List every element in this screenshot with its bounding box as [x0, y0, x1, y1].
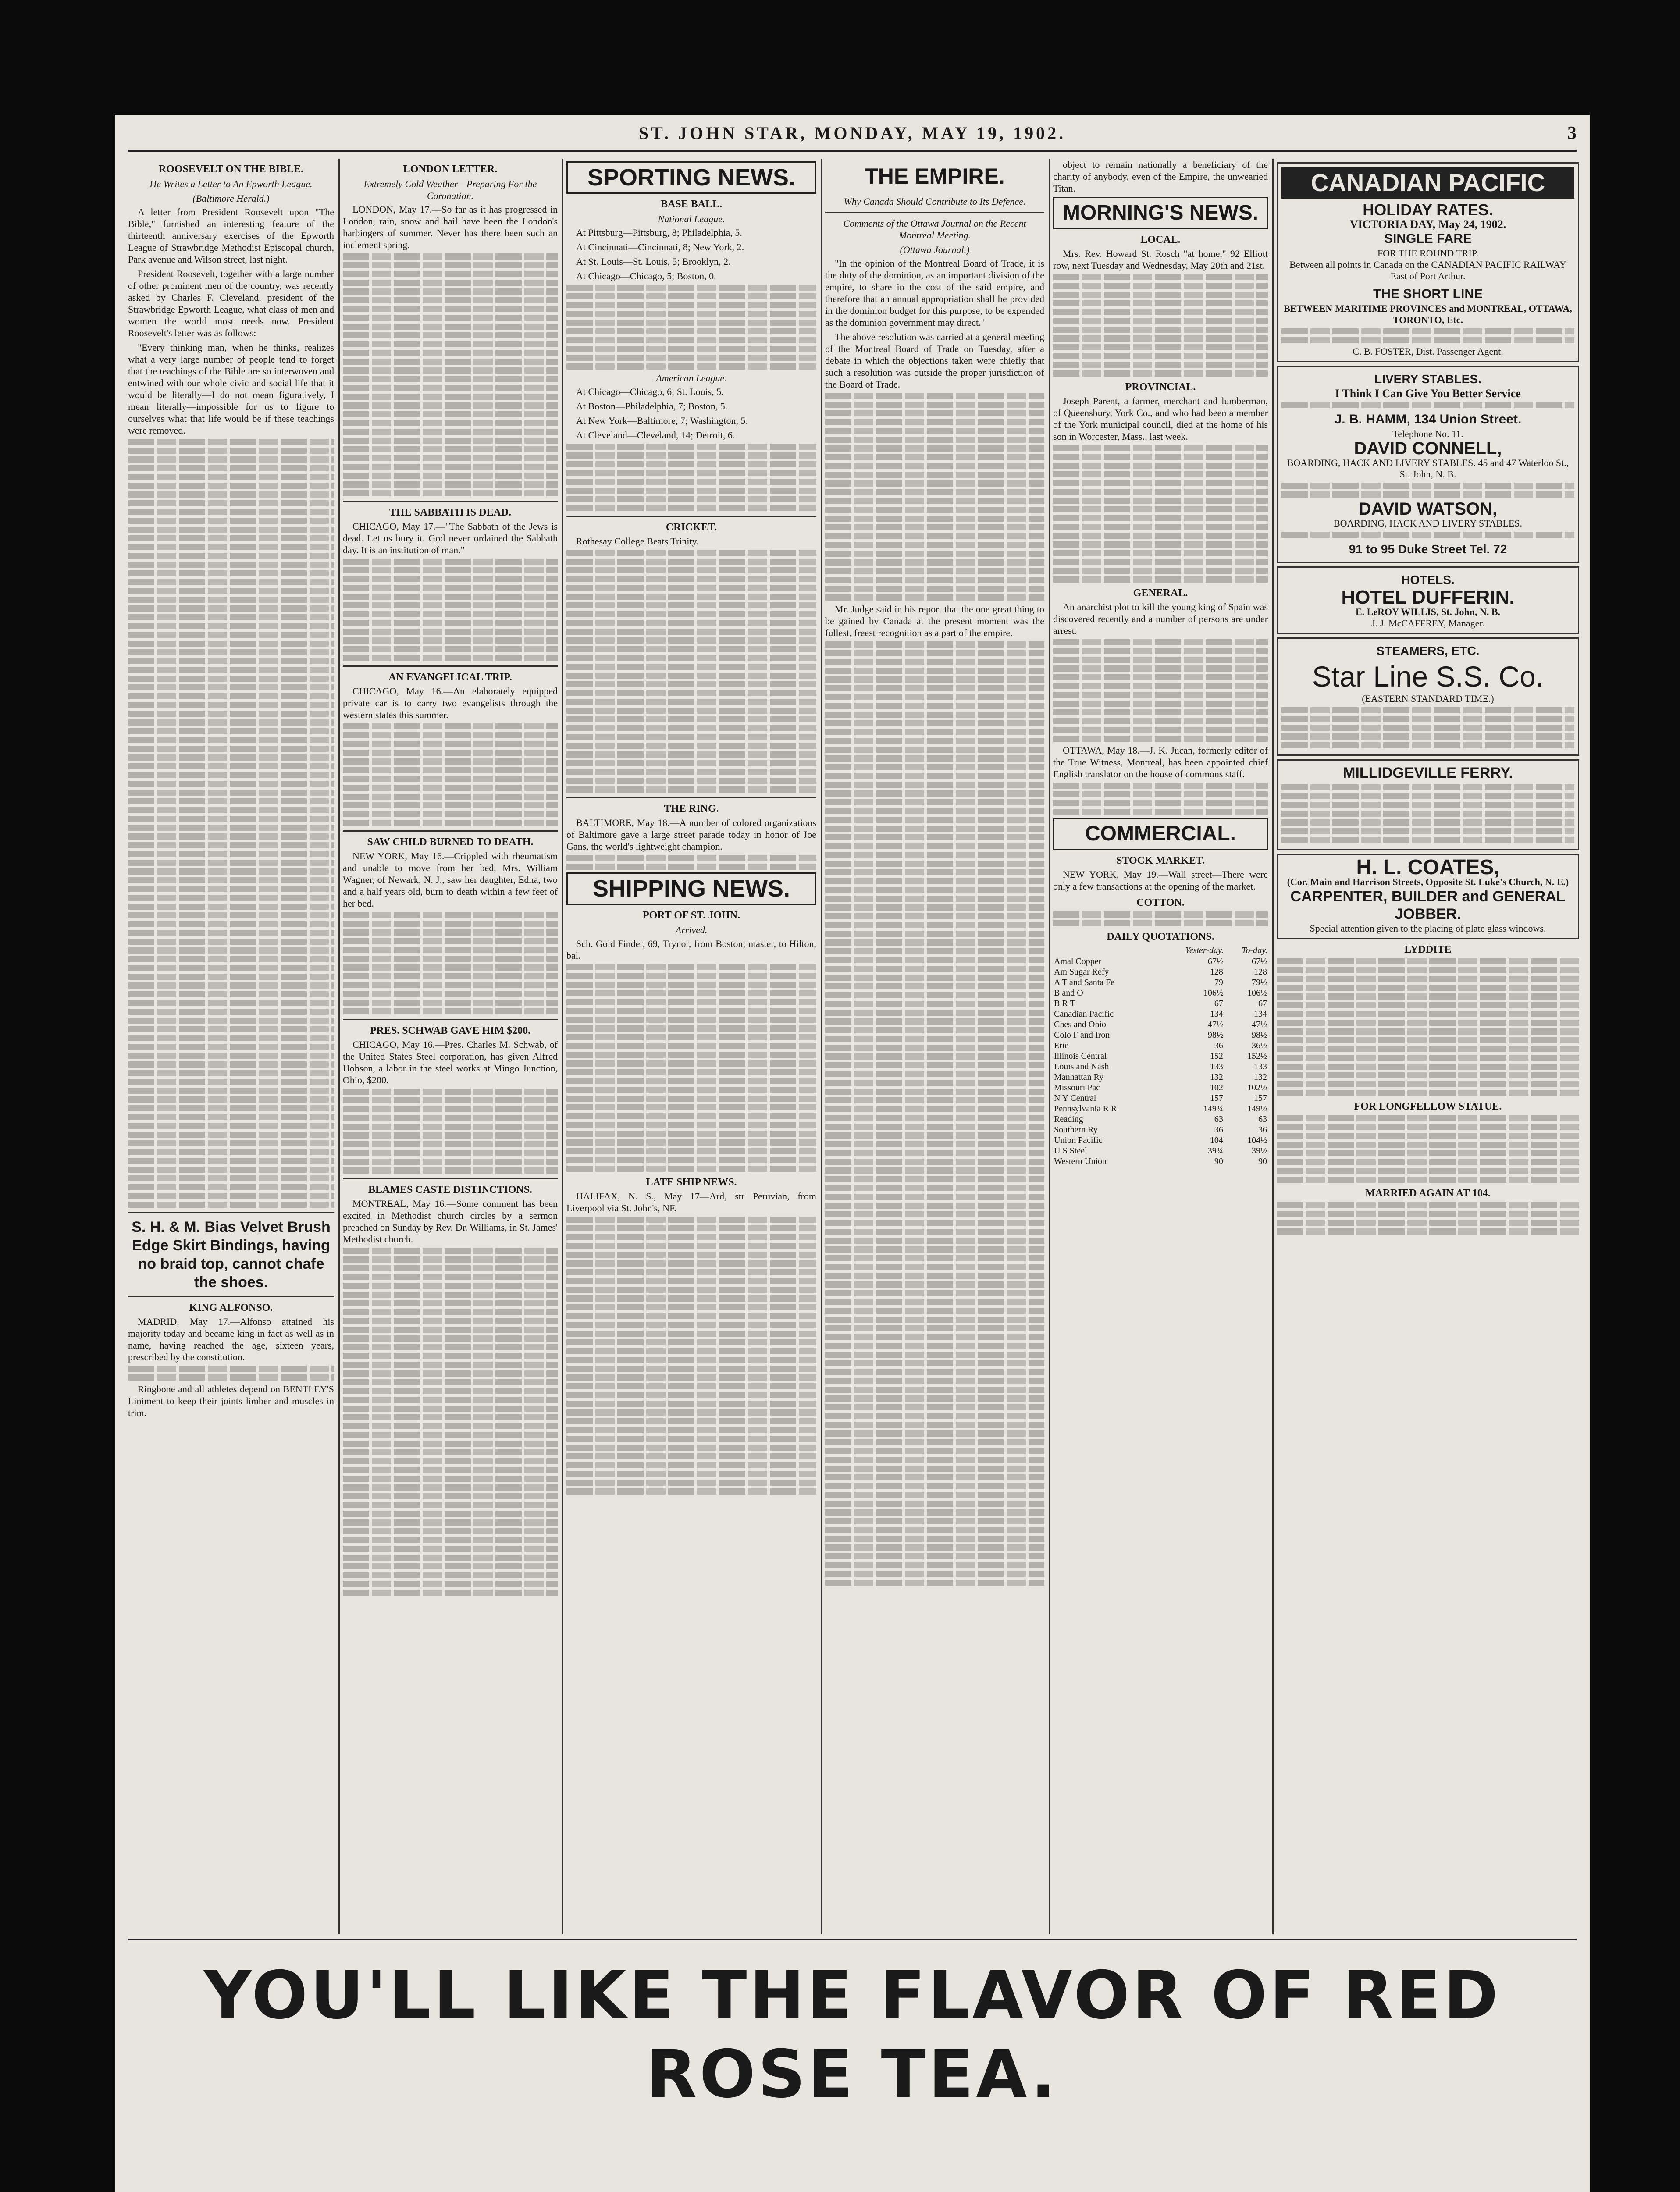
headline-roosevelt: ROOSEVELT ON THE BIBLE.: [158, 164, 304, 175]
subhead-ottawa: Comments of the Ottawa Journal on the Recent Montreal Meeting.: [843, 218, 1026, 241]
canadian-pacific-logo: CANADIAN PACIFIC: [1281, 167, 1574, 199]
star-line-ad: STEAMERS, ETC. Star Line S.S. Co. (EASTERN STANDARD TIME.): [1277, 637, 1579, 756]
subhead-stock-market: STOCK MARKET.: [1116, 855, 1205, 866]
column-3: [566, 159, 816, 1934]
table-header: [1053, 945, 1268, 956]
table-row: Erie 36 36½: [1054, 1041, 1267, 1050]
column-divider: [562, 159, 563, 1934]
column-divider: [1272, 159, 1274, 1934]
headline-ring: THE RING.: [664, 803, 719, 815]
table-row: Manhattan Ry 132 132: [1054, 1072, 1267, 1082]
table-row: A T and Santa Fe 79 79½: [1054, 978, 1267, 987]
livery-stables-ad: LIVERY STABLES. I Think I Can Give You Better Service J. B. HAMM, 134 Union Street. Telephone No. 11. DAVID CONNELL, BOARDING, HACK AND LIVERY STABLES. 45 and 47 Waterloo St., St. John, N. B. DAVID WATSON, BOARDING, HACK AND LIVERY STABLES. 91 to 95 Duke Street Tel. 72: [1277, 366, 1579, 563]
table-row: Missouri Pac 102 102½: [1054, 1083, 1267, 1092]
game-result: At Boston—Philadelphia, 7; Boston, 5.: [576, 401, 728, 412]
headline-longfellow: FOR LONGFELLOW STATUE.: [1354, 1101, 1502, 1112]
table-row: Ches and Ohio 47½ 47½: [1054, 1020, 1267, 1029]
table-row: Am Sugar Refy 128 128: [1054, 967, 1267, 977]
headline-london: LONDON LETTER.: [403, 164, 498, 175]
headline-caste: BLAMES CASTE DISTINCTIONS.: [368, 1184, 533, 1196]
headline-married: MARRIED AGAIN AT 104.: [1365, 1188, 1491, 1199]
table-row: Amal Copper 67½ 67½: [1054, 957, 1267, 966]
headline-lyddite: LYDDITE: [1404, 944, 1452, 955]
headline-child-burned: SAW CHILD BURNED TO DEATH.: [367, 836, 534, 848]
table-row: Southern Ry 36 36: [1054, 1125, 1267, 1135]
subhead-general: GENERAL.: [1133, 587, 1188, 599]
subhead-national-league: National League.: [658, 214, 725, 224]
subhead-daily-quotations: DAILY QUOTATIONS.: [1107, 931, 1214, 943]
column-6-ads: [1277, 159, 1579, 1934]
column-divider: [821, 159, 822, 1934]
page-number: 3: [1567, 123, 1577, 143]
table-row: Pennsylvania R R 149¾ 149½: [1054, 1104, 1267, 1114]
article-paragraph: NEW YORK, May 16.—Crippled with rheumatism and unable to move from her bed, Mrs. William Wagner, of Newark, N. J., saw her daughter, Edna, two and a half years old, burn to death within a few feet of her bed.: [343, 850, 558, 909]
headline-evangelical: AN EVANGELICAL TRIP.: [388, 672, 512, 683]
article-paragraph: Ringbone and all athletes depend on BENTLEY'S Liniment to keep their joints limber and muscles in trim.: [128, 1384, 334, 1418]
game-result: At St. Louis—St. Louis, 5; Brooklyn, 2.: [576, 256, 731, 267]
headline-alfonso: KING ALFONSO.: [189, 1302, 273, 1313]
game-result: At Cincinnati—Cincinnati, 8; New York, 2.: [576, 242, 744, 253]
headline-commercial: COMMERCIAL.: [1053, 818, 1268, 850]
banner-rule: [128, 1939, 1577, 1940]
headline-schwab: PRES. SCHWAB GAVE HIM $200.: [370, 1025, 531, 1036]
red-rose-tea-banner: YOU'LL LIKE THE FLAVOR OF RED ROSE TEA.: [203, 1957, 1501, 2113]
headline-sabbath: THE SABBATH IS DEAD.: [389, 507, 512, 518]
article-paragraph: BALTIMORE, May 18.—A number of colored organizations of Baltimore gave a large street parade today in honor of Joe Gans, the world's lightweight champion.: [566, 817, 816, 852]
masthead-rule: [128, 150, 1577, 152]
subhead-empire: Why Canada Should Contribute to Its Defence.: [844, 196, 1026, 207]
article-paragraph: NEW YORK, May 19.—Wall street—There were only a few transactions at the opening of the market.: [1053, 869, 1268, 892]
table-row: Canadian Pacific 134 134: [1054, 1009, 1267, 1019]
article-paragraph: A letter from President Roosevelt upon "The Bible," furnished an interesting feature of the thirteenth anniversary exercises of the Epworth League of Strawbridge Methodist Episcopal church, Park avenue and Wilson street, last night.: [128, 206, 334, 265]
column-divider: [1049, 159, 1050, 1934]
article-paragraph: Mr. Judge said in his report that the one great thing to be gained by Canada at the present moment was the fullest, freest recognition as a part of the empire.: [825, 604, 1044, 638]
column-2: [343, 159, 558, 1934]
column-divider: [338, 159, 340, 1934]
table-row: U S Steel 39¾ 39½: [1054, 1146, 1267, 1156]
source-ottawa: (Ottawa Journal.): [900, 244, 970, 255]
game-result: At Chicago—Chicago, 5; Boston, 0.: [576, 270, 716, 281]
column-4: [825, 159, 1044, 1934]
subhead-arrived: Arrived.: [675, 925, 708, 936]
headline-sporting-news: SPORTING NEWS.: [566, 161, 816, 194]
column-header-today: To-day.: [1242, 946, 1267, 955]
table-row: Union Pacific 104 104½: [1054, 1135, 1267, 1145]
skirt-binding-ad: S. H. & M. Bias Velvet Brush Edge Skirt Bindings, having no braid top, cannot chafe the shoes.: [132, 1219, 331, 1291]
game-result: At Chicago—Chicago, 6; St. Louis, 5.: [576, 386, 724, 397]
game-result: At New York—Baltimore, 7; Washington, 5.: [576, 415, 748, 426]
article-paragraph: CHICAGO, May 16.—An elaborately equipped private car is to carry two evangelists through the western states this summer.: [343, 686, 558, 720]
headline-shipping-news: SHIPPING NEWS.: [566, 872, 816, 905]
table-row: Illinois Central 152 152½: [1054, 1051, 1267, 1061]
article-paragraph: MADRID, May 17.—Alfonso attained his majority today and became king in fact as well as in name, having reached the age, sixteen years, prescribed by the constitution.: [128, 1316, 334, 1363]
article-paragraph: An anarchist plot to kill the young king of Spain was discovered recently and a number of persons are under arrest.: [1053, 601, 1268, 636]
canadian-pacific-ad: CANADIAN PACIFIC HOLIDAY RATES. VICTORIA DAY, May 24, 1902. SINGLE FARE FOR THE ROUND TRIP. Between all points in Canada on the CANADIAN PACIFIC RAILWAY East of Port Arthur. THE SHORT LINE BETWEEN MARITIME PROVINCES and MONTREAL, OTTAWA, TORONTO, Etc. C. B. FOSTER, Dist. Passenger Agent.: [1277, 162, 1579, 362]
stock-table: [1053, 945, 1268, 1167]
article-paragraph: object to remain nationally a beneficiary of the charity of anybody, even of the Empire, the unwearied Titan.: [1053, 159, 1268, 194]
newspaper-page: [115, 115, 1590, 2192]
subhead-roosevelt: He Writes a Letter to An Epworth League.: [149, 178, 313, 189]
table-row: Western Union 90 90: [1054, 1156, 1267, 1166]
article-paragraph: Rothesay College Beats Trinity.: [576, 536, 699, 547]
headline-empire: THE EMPIRE.: [825, 161, 1044, 191]
headline-mornings-news: MORNING'S NEWS.: [1053, 197, 1268, 229]
headline-cricket: CRICKET.: [666, 522, 717, 533]
headline-late-ship-news: LATE SHIP NEWS.: [646, 1177, 737, 1188]
column-5: [1053, 159, 1268, 1934]
article-paragraph: HALIFAX, N. S., May 17—Ard, str Peruvian, from Liverpool via St. John's, NF.: [566, 1191, 816, 1213]
subhead-london: Extremely Cold Weather—Preparing For the Coronation.: [363, 178, 537, 201]
headline-baseball: BASE BALL.: [660, 199, 723, 210]
column-1: [128, 159, 334, 1934]
millidgeville-ferry-ad: MILLIDGEVILLE FERRY.: [1277, 759, 1579, 850]
masthead: ST. JOHN STAR, MONDAY, MAY 19, 1902.: [638, 123, 1066, 143]
article-paragraph: "Every thinking man, when he thinks, realizes what a very large number of people tend to forget that the teachings of the Bible are so interwoven and entwined with our whole civic and social life that it would be literally—I do not mean figuratively, I mean literally—impossible for us to figure to ourselves what that life would be if these teachings were removed.: [128, 342, 334, 436]
article-paragraph: MONTREAL, May 16.—Some comment has been excited in Methodist church circles by a sermon preached on Sunday by Rev. Dr. Williams, in St. James' Methodist church.: [343, 1198, 558, 1245]
headline-port: PORT OF ST. JOHN.: [642, 910, 740, 921]
column-header-yesterday: Yester-day.: [1185, 946, 1224, 955]
article-paragraph: Sch. Gold Finder, 69, Trynor, from Boston; master, to Hilton, bal.: [566, 938, 816, 961]
subhead-provincial: PROVINCIAL.: [1125, 381, 1196, 393]
game-result: At Pittsburg—Pittsburg, 8; Philadelphia, 5.: [576, 227, 742, 238]
article-paragraph: President Roosevelt, together with a large number of other prominent men of the country, was recently asked by Charles F. Cleveland, president of the Strawbridge Epworth League, what class of men and women the world most needs now. President Roosevelt's letter was as follows:: [128, 268, 334, 338]
coates-ad: H. L. COATES, (Cor. Main and Harrison Streets, Opposite St. Luke's Church, N. E.) CARPENTER, BUILDER and GENERAL JOBBER. Special attention given to the placing of plate glass windows.: [1277, 854, 1579, 939]
subhead-cotton: COTTON.: [1136, 897, 1185, 908]
table-row: N Y Central 157 157: [1054, 1093, 1267, 1103]
article-paragraph: CHICAGO, May 16.—Pres. Charles M. Schwab, of the United States Steel corporation, has given Alfred Hobson, a labor in the steel works at Mingo Junction, Ohio, $200.: [343, 1039, 558, 1085]
subhead-american-league: American League.: [656, 373, 727, 384]
hotel-dufferin-ad: HOTELS. HOTEL DUFFERIN. E. LeROY WILLIS, St. John, N. B. J. J. McCAFFREY, Manager.: [1277, 566, 1579, 634]
article-paragraph: LONDON, May 17.—So far as it has progressed in London, rain, snow and hail have been the London's harbingers of summer. Never has there been such an inclement spring.: [343, 204, 558, 250]
article-paragraph: Joseph Parent, a farmer, merchant and lumberman, of Queensbury, York Co., and who had been a member of the York municipal council, died at the home of his son in Worcester, Mass., last week.: [1053, 395, 1268, 442]
table-row: Colo F and Iron 98½ 98½: [1054, 1030, 1267, 1040]
subhead-local: LOCAL.: [1140, 234, 1181, 246]
article-paragraph: CHICAGO, May 17.—"The Sabbath of the Jews is dead. Let us bury it. God never ordained the Sabbath day. It is an institution of man.": [343, 521, 558, 555]
table-row: Reading 63 63: [1054, 1114, 1267, 1124]
article-paragraph: "In the opinion of the Montreal Board of Trade, it is the duty of the dominion, as an important division of the empire, to share in the cost of the said empire, and therefore that an annual appropriation shall be provided in the dominion budget for this purpose, to be expended as the dominion government may direct.": [825, 258, 1044, 328]
article-paragraph: The above resolution was carried at a general meeting of the Montreal Board of Trade on Tuesday, after a debate in which the objections taken were chiefly that such a resolution was outside the proper jurisdiction of the Board of Trade.: [825, 331, 1044, 390]
article-paragraph: Mrs. Rev. Howard St. Rosch "at home," 92 Elliott row, next Tuesday and Wednesday, May 20th and 21st.: [1053, 248, 1268, 271]
table-row: B and O 106½ 106½: [1054, 988, 1267, 998]
source-roosevelt: (Baltimore Herald.): [192, 193, 270, 204]
article-paragraph: OTTAWA, May 18.—J. K. Jucan, formerly editor of the True Witness, Montreal, has been appointed chief English translator on the house of commons staff.: [1053, 745, 1268, 779]
table-row: B R T 67 67: [1054, 999, 1267, 1008]
table-row: Louis and Nash 133 133: [1054, 1062, 1267, 1071]
game-result: At Cleveland—Cleveland, 14; Detroit, 6.: [576, 430, 735, 441]
